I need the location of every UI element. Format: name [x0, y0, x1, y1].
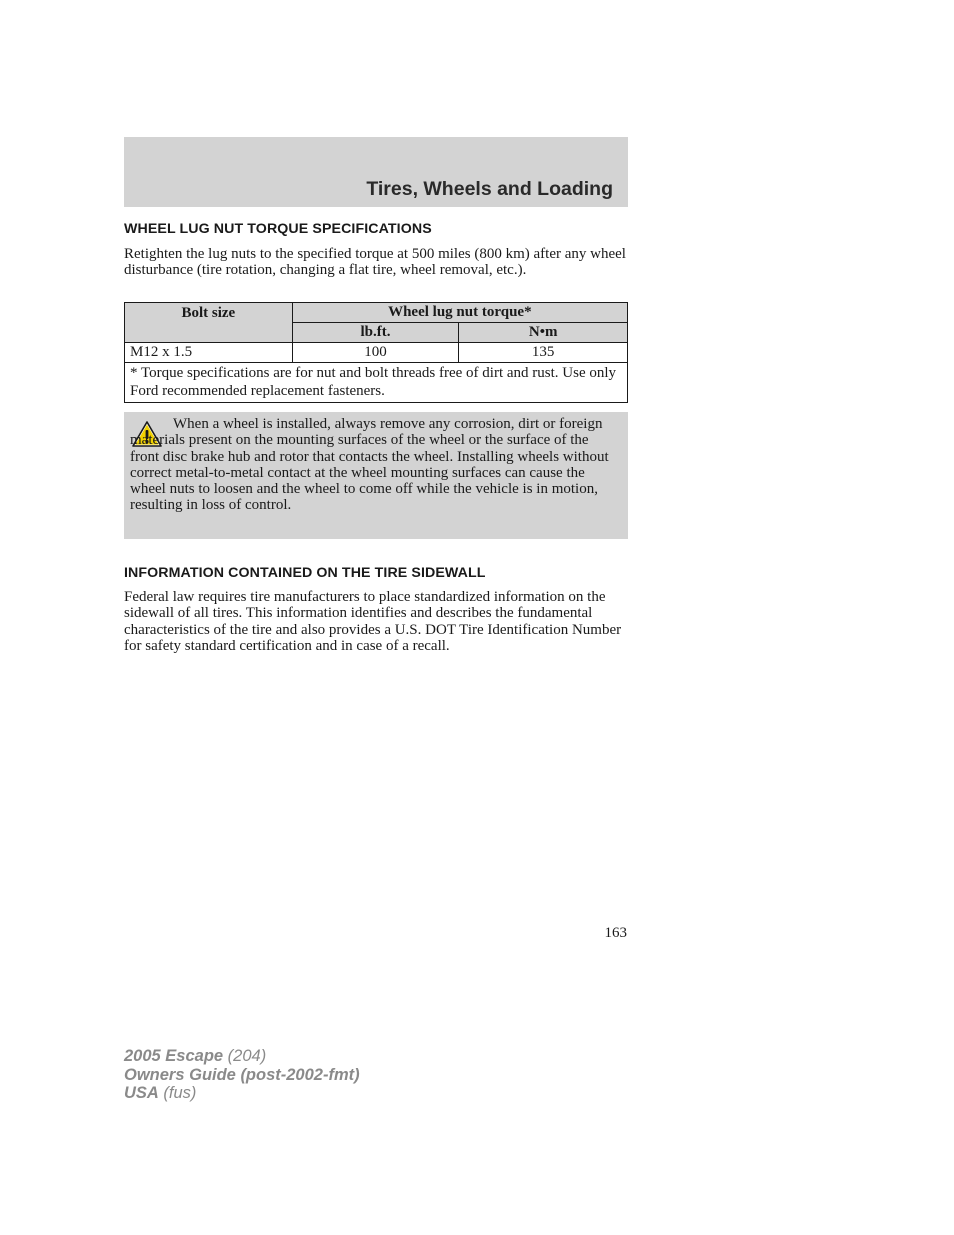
intro-paragraph: Retighten the lug nuts to the specified torque at 500 miles (800 km) after any wheel disturbance (tire rotation, changing a flat tire, wheel removal, etc.).	[124, 246, 626, 279]
page-title: Tires, Wheels and Loading	[366, 178, 613, 200]
section-heading-tire-sidewall: INFORMATION CONTAINED ON THE TIRE SIDEWALL	[124, 565, 486, 581]
footer-guide: Owners Guide (post-2002-fmt)	[124, 1065, 360, 1084]
column-header-nm: N•m	[459, 323, 628, 343]
header-band	[124, 137, 628, 207]
footer-market: USA	[124, 1084, 159, 1102]
warning-text: When a wheel is installed, always remove any corrosion, dirt or foreign materials present on the mounting surfaces of the wheel or the surface of the front disc brake hub and rotor that contacts the wheel. Installing wheels without correct metal-to-metal contact at the wheel mounting surfaces can cause the wheel nuts to loosen and the wheel to come off while the vehicle is in motion, resulting in loss of control.	[130, 416, 609, 514]
warning-box	[124, 412, 628, 539]
section-heading-lug-nut-torque: WHEEL LUG NUT TORQUE SPECIFICATIONS	[124, 221, 432, 237]
table-row	[125, 343, 628, 363]
column-header-bolt-size: Bolt size	[125, 303, 293, 343]
table-footnote: * Torque specifications are for nut and bolt threads free of dirt and rust. Use only Ford recommended replacement fasteners.	[125, 363, 628, 403]
sidewall-paragraph: Federal law requires tire manufacturers to place standardized information on the sidewall of all tires. This information identifies and describes the fundamental characteristics of the tire and also provides a U.S. DOT Tire Identification Number for safety standard certification and in case of a recall.	[124, 589, 622, 654]
column-header-lbft: lb.ft.	[292, 323, 459, 343]
footer-market-code: (fus)	[158, 1084, 197, 1102]
page-number: 163	[604, 925, 627, 941]
torque-table	[124, 302, 628, 403]
document-footer	[124, 1047, 360, 1103]
cell-nm: 135	[459, 343, 628, 363]
cell-bolt-size: M12 x 1.5	[125, 343, 293, 363]
cell-lbft: 100	[292, 343, 459, 363]
footer-line-model	[124, 1047, 360, 1066]
column-header-torque: Wheel lug nut torque*	[292, 303, 627, 323]
footer-model-code: (204)	[223, 1047, 267, 1065]
footer-line-market	[124, 1084, 360, 1103]
footer-model: 2005 Escape	[124, 1047, 224, 1065]
footer-line-guide	[124, 1066, 360, 1085]
